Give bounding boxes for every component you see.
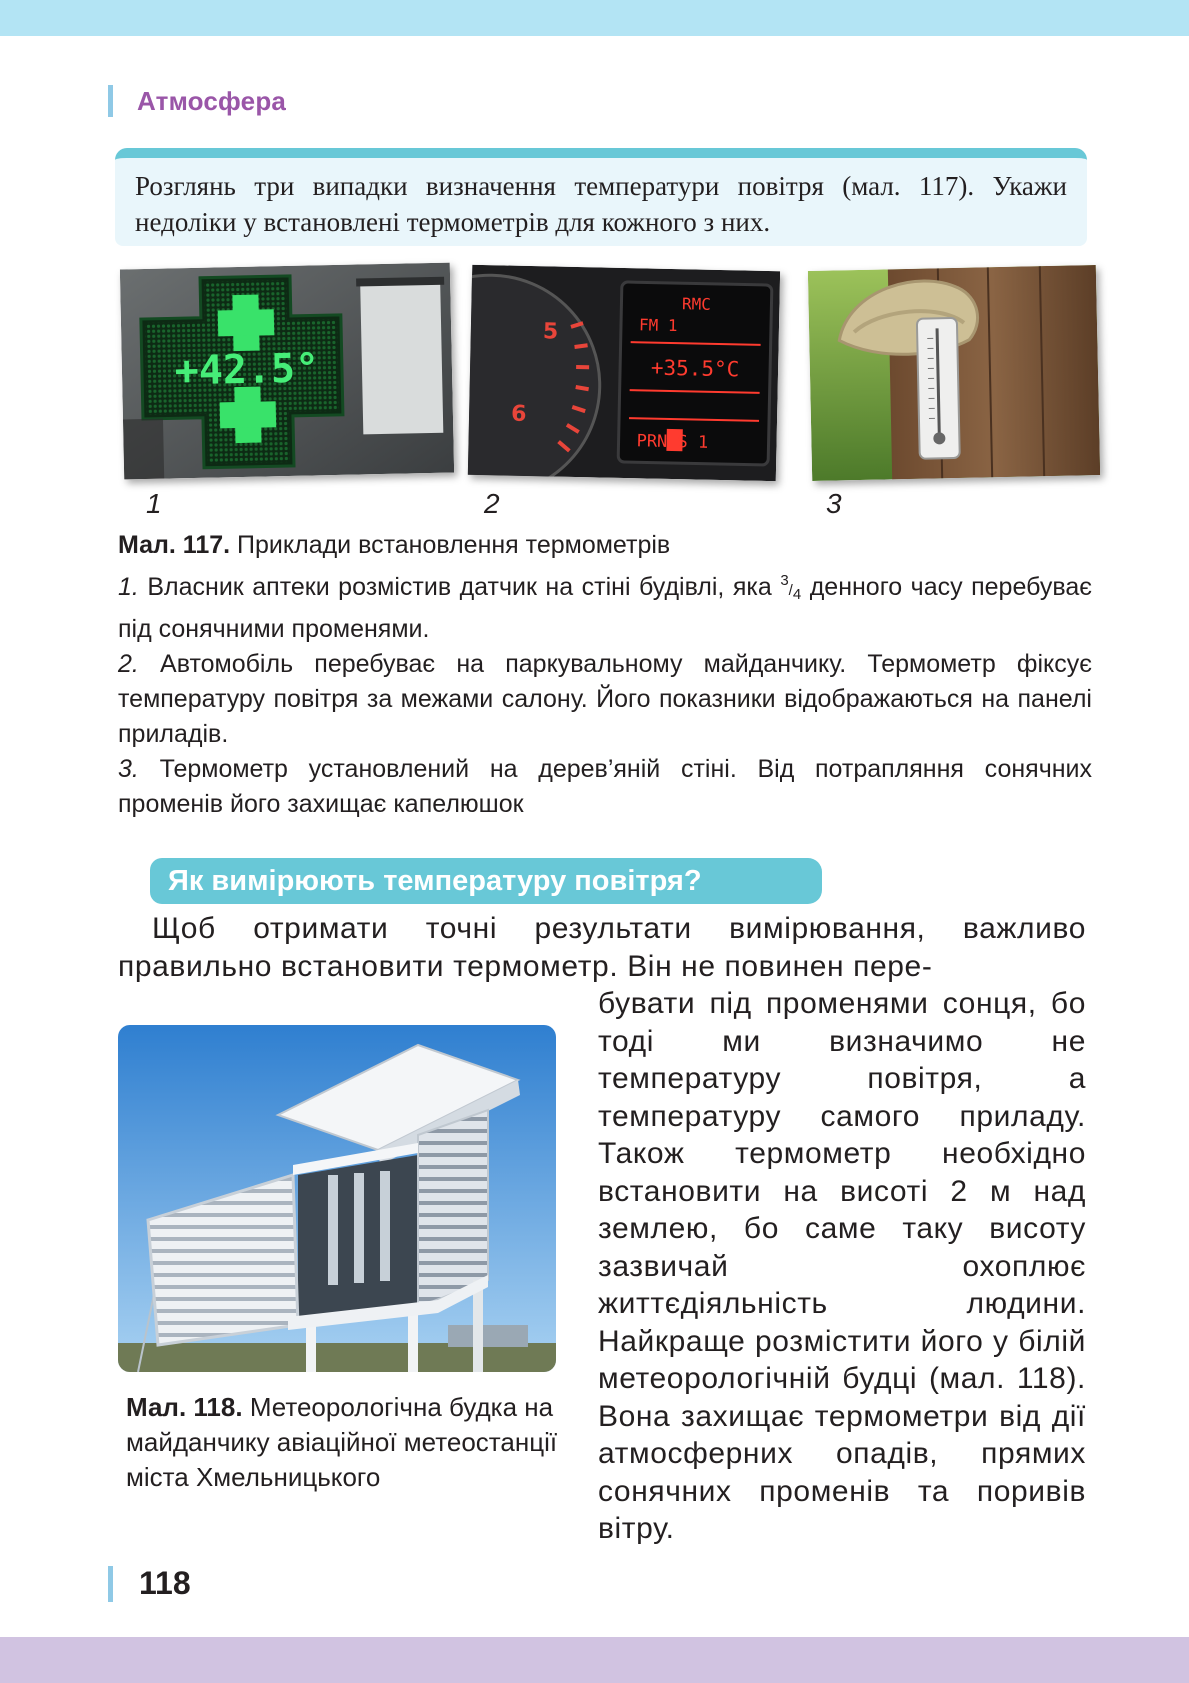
main-text-narrow: [598, 985, 1086, 1548]
pharmacy-display-text: +42.5°: [174, 345, 320, 395]
figure-118-text: Метеорологічна будка на майданчику авіаційної метеостанції міста Хмельницького: [126, 1392, 558, 1492]
fraction-three-quarters: 3/4: [780, 572, 802, 603]
item-3-number: 3.: [118, 755, 139, 783]
item-1-number: 1.: [118, 573, 139, 601]
figure-117-title: Приклади встановлення термометрів: [237, 531, 671, 559]
figure-117-item-2: [118, 647, 1092, 752]
figure-number-3: 3: [826, 488, 842, 519]
fraction-denominator: 4: [792, 586, 802, 603]
photo-weather-booth: [118, 1025, 556, 1372]
pharmacy-cross-image: [120, 263, 454, 480]
main-text-narrow-content: бувати під променями сонця, бо тоді ми визначимо не температуру повітря, а температуру самого приладу. Також термометр необхідно встановити на висоті 2 м над землею, бо саме таку висоту зазвичай охоплює життєдіяльність людини. Найкраще розмістити його у білій метеорологічній будці (мал. 118). Вона захищає термометри від дії атмосферних опадів, прямих сонячних променів та поривів вітру.: [598, 987, 1086, 1545]
figure-117-caption: [118, 528, 1092, 822]
main-text-wide-content: Щоб отримати точні результати вимірювання, важливо правильно встановити термометр. Він не повинен пере-: [118, 912, 1086, 983]
item-3-text: Термометр установлений на дерев’яній стіні. Від потрапляння сонячних променів його захищає капелюшок: [118, 755, 1092, 818]
photo-wall-thermometer: [808, 265, 1100, 481]
page-marker-bar: [108, 1566, 113, 1602]
bottom-color-band: [0, 1637, 1189, 1683]
item-1-text-a: Власник аптеки розмістив датчик на стіні будівлі, яка: [147, 573, 772, 601]
figure-117-label: Мал. 117.: [118, 531, 231, 559]
item-2-text: Автомобіль перебуває на паркувальному майданчику. Термометр фіксує температуру повітря за межами салону. Його показники відображаються на панелі приладів.: [118, 650, 1092, 748]
page-number: 118: [139, 1565, 191, 1601]
section-marker-bar: [108, 85, 113, 117]
figure-118-caption: [126, 1390, 566, 1495]
task-text: Розглянь три випадки визначення температури повітря (мал. 117). Укажи недоліки у встановлені термометрів для кожного з них.: [135, 171, 1067, 237]
subheading-text: Як вимірюють температуру повітря?: [168, 864, 702, 897]
dash-line-4: PRN S 1: [636, 431, 709, 453]
figure-number-1: 1: [146, 488, 162, 519]
item-2-number: 2.: [118, 650, 139, 678]
photo-pharmacy-thermometer: [120, 263, 454, 480]
dashboard-image: [468, 265, 780, 481]
wooden-wall-image: [808, 265, 1100, 481]
page-footer: [108, 1565, 191, 1602]
top-color-band: [0, 0, 1189, 36]
dash-line-2: FM 1: [638, 315, 678, 336]
weather-booth-image: [118, 1025, 556, 1372]
figure-number-2: 2: [484, 488, 500, 519]
gauge-label-5: 5: [542, 319, 559, 345]
item-1-text-b: денного часу перебуває під сонячними променями.: [118, 573, 1093, 643]
section-header: [108, 84, 286, 118]
subheading-pill: [150, 858, 822, 904]
photo-car-dashboard: [468, 265, 780, 481]
fraction-numerator: 3: [780, 572, 789, 589]
section-title: Атмосфера: [137, 85, 287, 116]
dash-line-1: RMC: [681, 294, 712, 314]
figure-117-item-1: [118, 563, 1092, 647]
main-text-wide: [118, 910, 1086, 985]
task-box: [115, 148, 1087, 246]
figure-117-item-3: [118, 752, 1092, 822]
figure-117-title-line: [118, 528, 1092, 563]
figure-118-label: Мал. 118.: [126, 1392, 243, 1422]
gauge-label-6: 6: [510, 401, 527, 427]
dash-temperature: +35.5°C: [650, 355, 740, 382]
